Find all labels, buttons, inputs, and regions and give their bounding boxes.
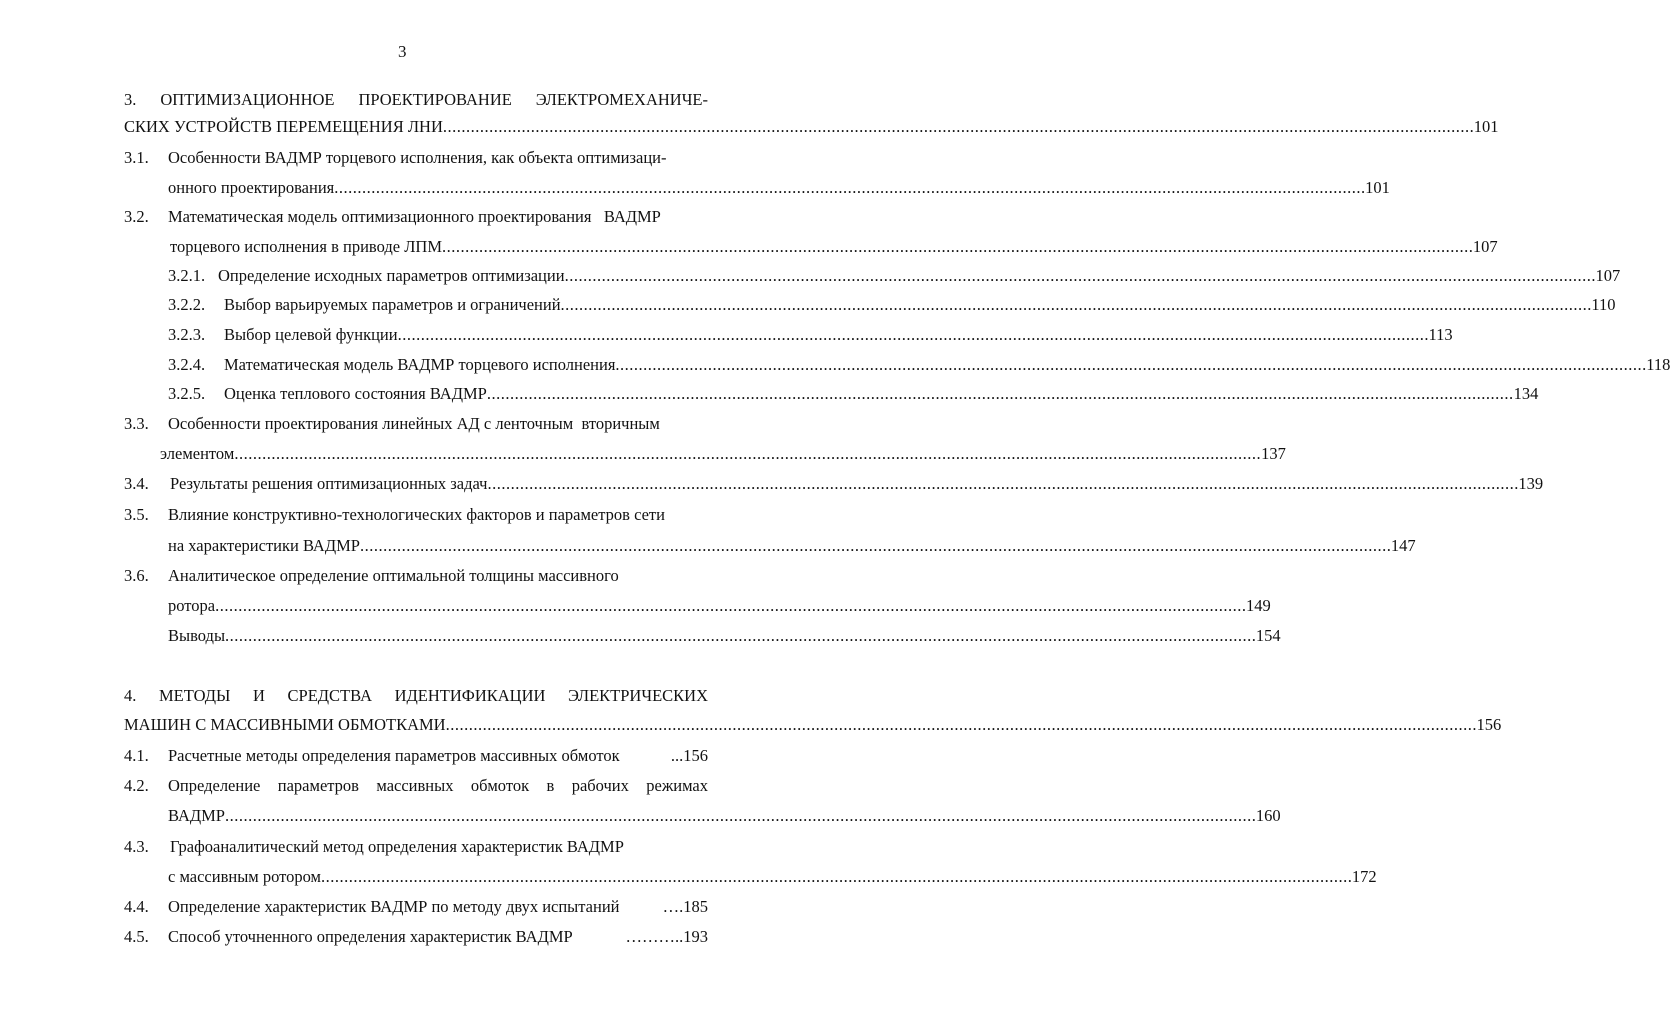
toc-item-4-2-text: ВАДМР	[168, 806, 225, 825]
ch4-page: .156	[1472, 715, 1502, 734]
dot-leader: ..............................................................................................................................................................................................................................	[334, 178, 1361, 197]
toc-item-3-1-text: онного проектирования	[168, 178, 335, 197]
toc-item-3-2-4-text: Математическая модель ВАДМР торцевого исполнения	[224, 355, 616, 374]
toc-item-4-4-text: Определение характеристик ВАДМР по методу двух испытаний	[168, 897, 620, 916]
toc-item-3-2-2-page: .110	[1587, 295, 1616, 314]
toc-num-4-2: 4.2.	[124, 776, 149, 795]
toc-item-3-2-1-page: .107	[1591, 266, 1621, 285]
toc-item-4-4	[168, 897, 708, 917]
toc-item-conclusions-page: .154	[1251, 626, 1281, 645]
toc-item-3-5-page: .147	[1386, 536, 1416, 555]
dot-leader: ..............................................................................................................................................................................................................................	[234, 444, 1262, 463]
ch4-title-line2	[124, 715, 1502, 735]
toc-item-3-2-line1: Математическая модель оптимизационного проектирования ВАДМР	[168, 207, 661, 226]
toc-item-4-1	[168, 746, 708, 766]
toc-item-3-2-1-text: Определение исходных параметров оптимизации	[218, 266, 565, 285]
toc-num-3-6: 3.6.	[124, 566, 149, 585]
toc-num-3-2-5: 3.2.5.	[168, 384, 206, 403]
toc-num-4-1: 4.1.	[124, 746, 149, 765]
dot-leader: ..............................................................................................................................................................................................................................	[560, 295, 1588, 314]
toc-num-3-5: 3.5.	[124, 505, 149, 524]
toc-item-4-5-page: ………..193	[625, 927, 708, 946]
toc-num-3-2-1: 3.2.1.	[168, 266, 206, 285]
toc-item-4-3-line2	[168, 867, 1377, 887]
toc-item-4-2-line2	[168, 806, 1281, 826]
toc-num-4-4: 4.4.	[124, 897, 149, 916]
dot-leader: ..............................................................................................................................................................................................................................	[487, 474, 1515, 493]
toc-item-3-2-1	[168, 266, 1621, 286]
dot-leader: ..............................................................................................................................................................................................................................	[442, 117, 1470, 136]
toc-item-3-2-4-page: .118	[1642, 355, 1670, 374]
dot-leader: ..............................................................................................................................................................................................................................	[397, 325, 1425, 344]
dot-leader: ..............................................................................................................................................................................................................................	[445, 715, 1473, 734]
toc-item-4-2-line1: Определение параметров массивных обмоток в рабочих режимах	[168, 776, 708, 795]
toc-item-4-1-text: Расчетные методы определения параметров массивных обмоток	[168, 746, 620, 765]
toc-num-3-2-4: 3.2.4.	[168, 355, 206, 374]
toc-item-4-5	[168, 927, 708, 947]
toc-item-3-2-3-page: .113	[1424, 325, 1453, 344]
toc-item-3-3-line2	[160, 444, 1286, 464]
toc-item-3-6-line1: Аналитическое определение оптимальной толщины массивного	[168, 566, 619, 585]
dot-leader: ..............................................................................................................................................................................................................................	[615, 355, 1643, 374]
toc-item-3-1-line2	[168, 178, 1390, 198]
toc-item-3-5-text: на характеристики ВАДМР	[168, 536, 360, 555]
toc-item-3-5-line1: Влияние конструктивно-технологических факторов и параметров сети	[168, 505, 665, 524]
toc-num-3-2: 3.2.	[124, 207, 149, 226]
toc-item-3-6-line2	[168, 596, 1271, 616]
toc-num-4-5: 4.5.	[124, 927, 149, 946]
dot-leader: ..............................................................................................................................................................................................................................	[225, 626, 1252, 645]
ch3-page: .101	[1469, 117, 1499, 136]
toc-item-4-3-text: с массивным ротором	[168, 867, 322, 886]
toc-item-4-3-line1: Графоаналитический метод определения характеристик ВАДМР	[170, 837, 624, 856]
toc-item-conclusions-text: Выводы	[168, 626, 226, 645]
dot-leader: ..............................................................................................................................................................................................................................	[321, 867, 1348, 886]
toc-item-4-1-page: ...156	[670, 746, 708, 765]
ch3-title-line1: 3. ОПТИМИЗАЦИОННОЕ ПРОЕКТИРОВАНИЕ ЭЛЕКТРОМЕХАНИЧЕ-	[124, 90, 708, 109]
toc-item-3-2-3-text: Выбор целевой функции	[224, 325, 398, 344]
ch4-title-line1: 4. МЕТОДЫ И СРЕДСТВА ИДЕНТИФИКАЦИИ ЭЛЕКТРИЧЕСКИХ	[124, 686, 708, 705]
page-number: 3	[398, 42, 407, 61]
toc-item-3-2-5-text: Оценка теплового состояния ВАДМР	[224, 384, 487, 403]
ch3-title-line2-text: СКИХ УСТРОЙСТВ ПЕРЕМЕЩЕНИЯ ЛНИ	[124, 117, 443, 136]
toc-item-3-3-page: 137	[1261, 444, 1286, 463]
toc-item-3-2-5-page: 134	[1513, 384, 1539, 403]
toc-item-4-2-page: .160	[1251, 806, 1281, 825]
toc-item-3-2-3	[168, 325, 1453, 345]
toc-item-3-2-line2	[170, 237, 1498, 257]
toc-item-3-4-page: .139	[1514, 474, 1544, 493]
dot-leader: ..............................................................................................................................................................................................................................	[215, 596, 1242, 615]
toc-num-4-3: 4.3.	[124, 837, 149, 856]
toc-item-3-2-2-text: Выбор варьируемых параметров и ограничений	[224, 295, 561, 314]
toc-item-3-1-line1: Особенности ВАДМР торцевого исполнения, как объекта оптимизаци-	[168, 148, 667, 167]
dot-leader: ..............................................................................................................................................................................................................................	[486, 384, 1514, 403]
toc-item-4-3-page: .172	[1347, 867, 1377, 886]
dot-leader: ..............................................................................................................................................................................................................................	[441, 237, 1469, 256]
toc-num-3-2-3: 3.2.3.	[168, 325, 206, 344]
toc-item-4-4-page: ….185	[662, 897, 708, 916]
toc-item-3-4	[170, 474, 1544, 494]
toc-item-3-2-text: торцевого исполнения в приводе ЛПМ	[170, 237, 442, 256]
toc-item-3-2-2	[168, 295, 1616, 315]
toc-item-3-6-page: .149	[1241, 596, 1271, 615]
ch3-title-line2	[124, 117, 1499, 137]
toc-item-3-3-line1: Особенности проектирования линейных АД с ленточным вторичным	[168, 414, 660, 433]
toc-num-3-2-2: 3.2.2.	[168, 295, 206, 314]
toc-num-3-4: 3.4.	[124, 474, 149, 493]
toc-item-3-2-5	[168, 384, 1539, 404]
toc-item-3-2-page: .107	[1468, 237, 1498, 256]
dot-leader: ..............................................................................................................................................................................................................................	[225, 806, 1252, 825]
toc-item-3-2-4	[168, 355, 1670, 375]
toc-num-3-3: 3.3.	[124, 414, 149, 433]
toc-item-conclusions	[168, 626, 1281, 646]
toc-item-3-3-text: элементом	[160, 444, 235, 463]
toc-item-3-6-text: ротора	[168, 596, 216, 615]
toc-item-4-5-text: Способ уточненного определения характеристик ВАДМР	[168, 927, 573, 946]
toc-item-3-1-page: .101	[1360, 178, 1390, 197]
ch4-title-line2-text: МАШИН С МАССИВНЫМИ ОБМОТКАМИ	[124, 715, 446, 734]
toc-item-3-4-text: Результаты решения оптимизационных задач	[170, 474, 488, 493]
dot-leader: ..............................................................................................................................................................................................................................	[359, 536, 1387, 555]
toc-item-3-5-line2	[168, 536, 1416, 556]
dot-leader: ..............................................................................................................................................................................................................................	[564, 266, 1592, 285]
toc-num-3-1: 3.1.	[124, 148, 149, 167]
